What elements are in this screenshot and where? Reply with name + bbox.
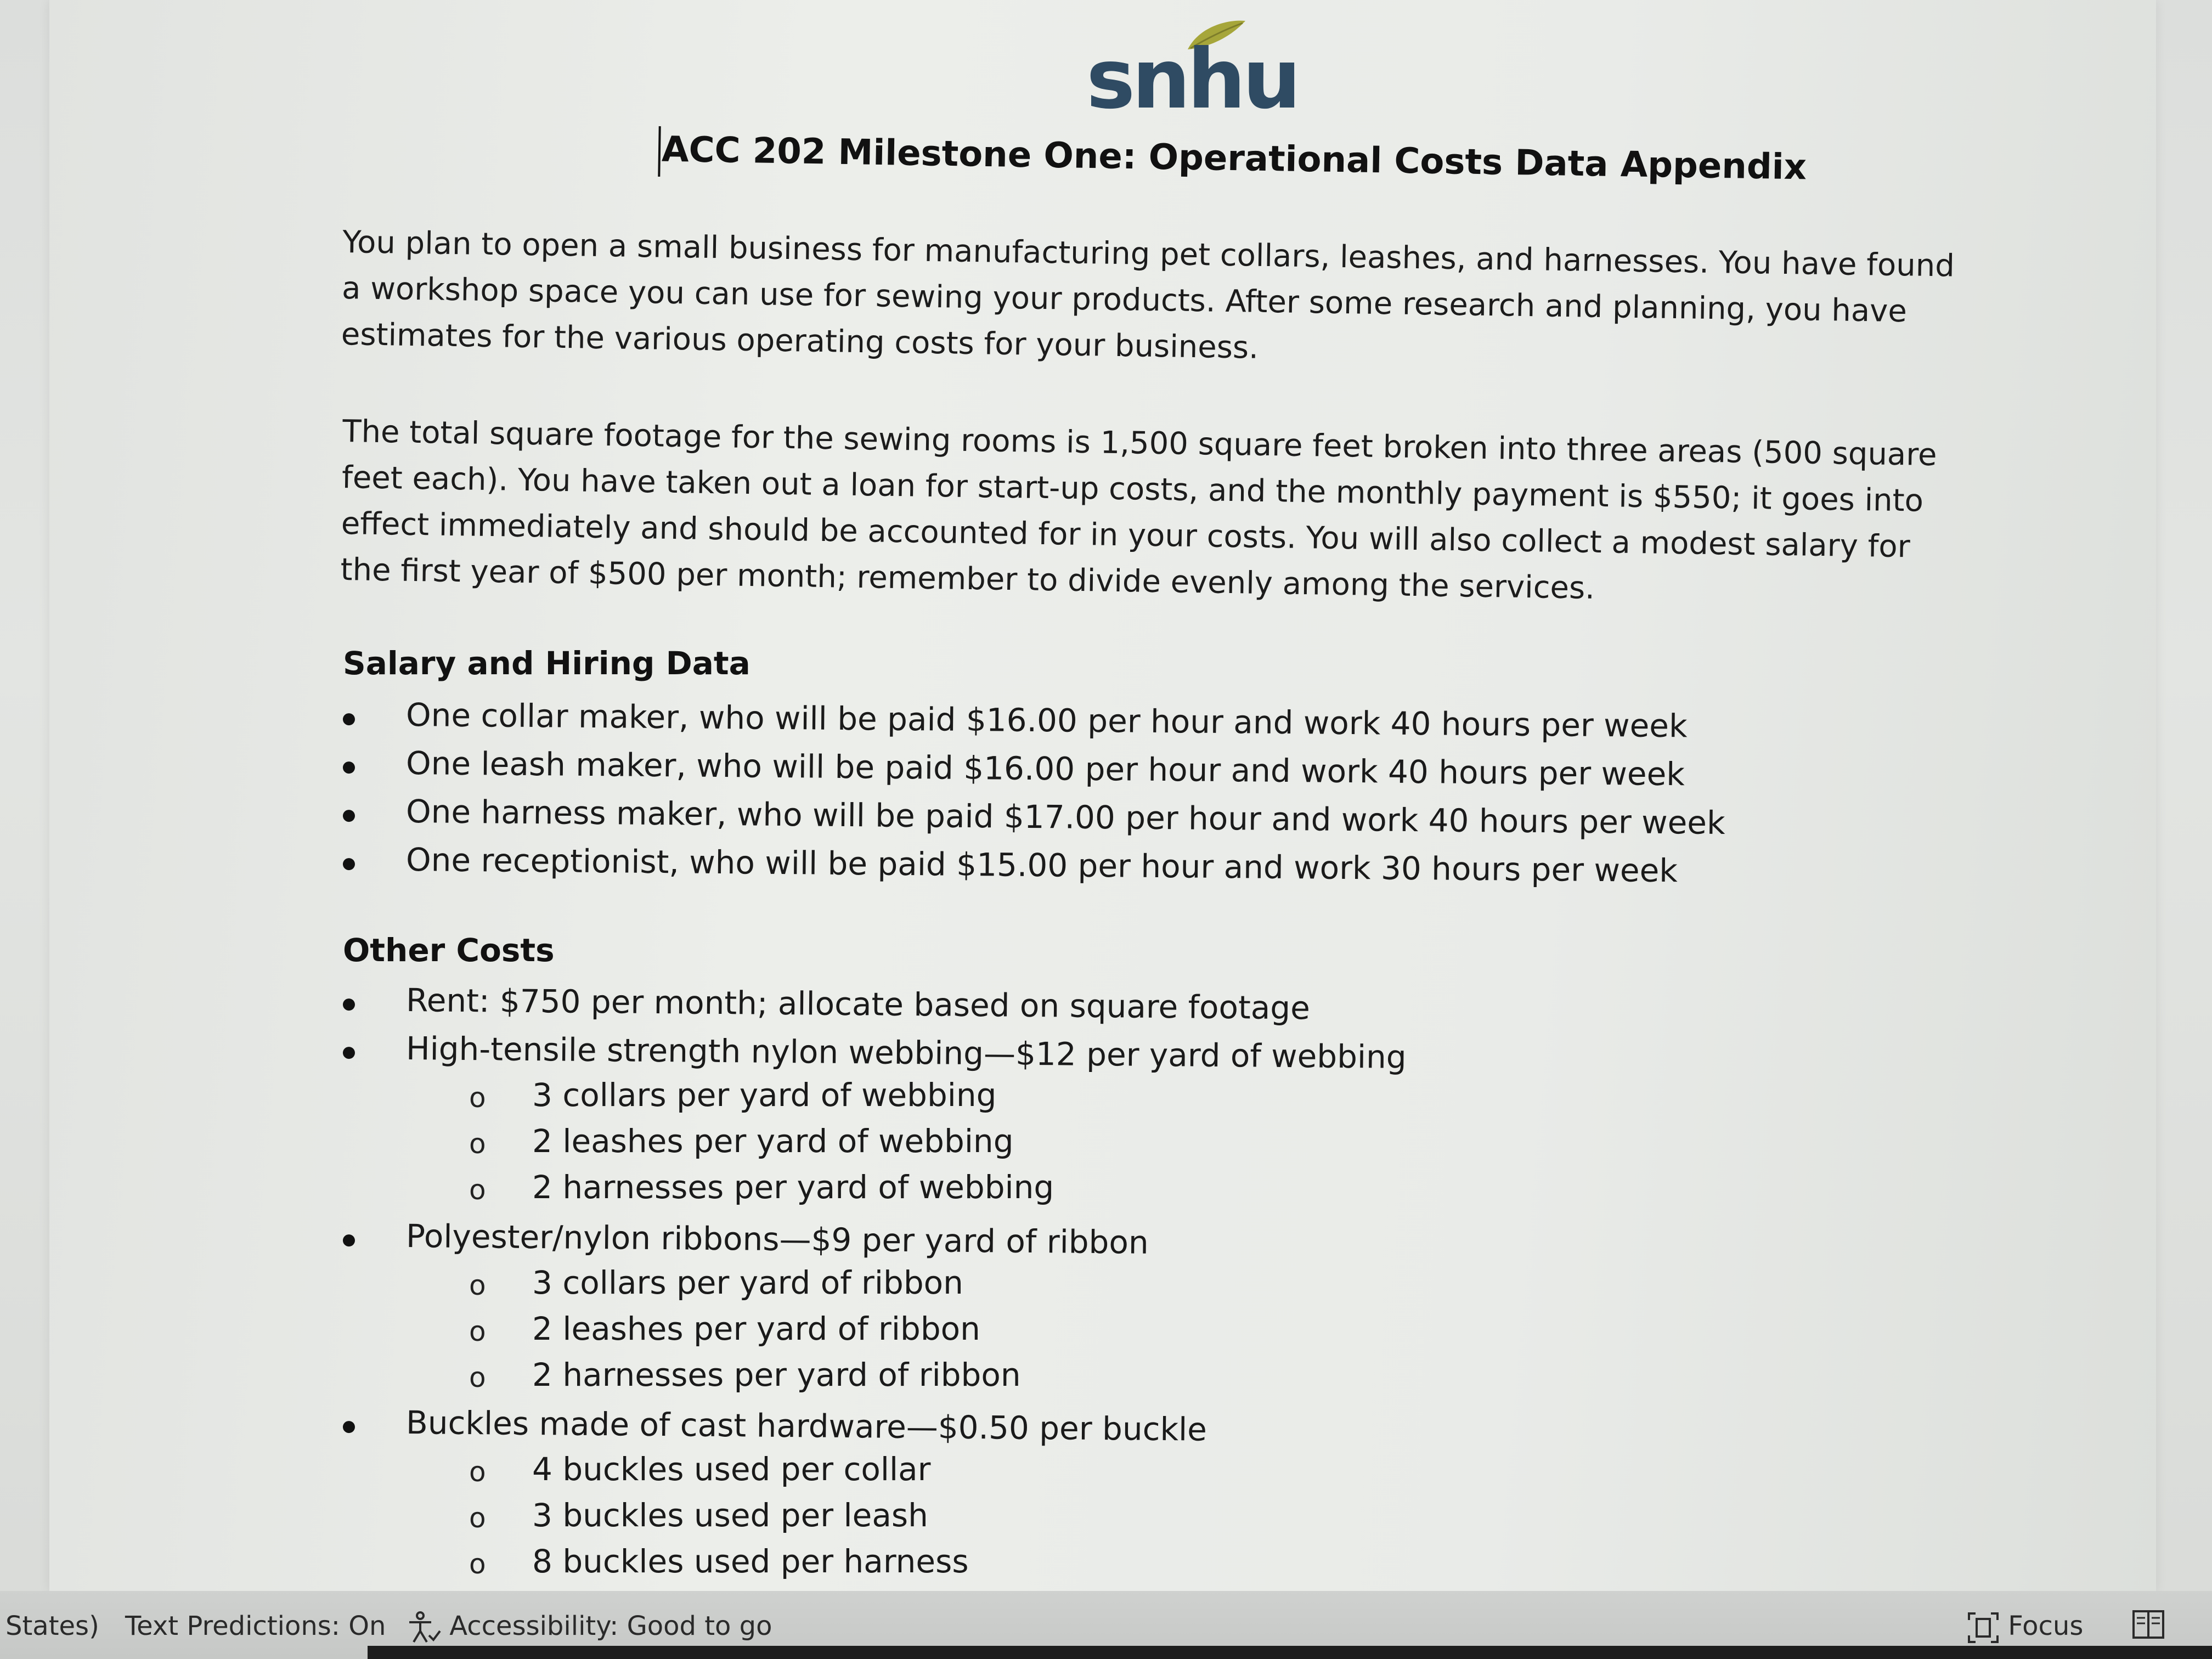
bullet-icon bbox=[343, 998, 355, 1011]
intro-paragraph bbox=[341, 219, 1988, 382]
accessibility-label: Accessibility: Good to go bbox=[449, 1611, 772, 1641]
bullet-icon bbox=[343, 1234, 355, 1246]
sub-bullet-icon: o bbox=[469, 1316, 486, 1347]
text-predictions-status[interactable]: Text Predictions: On bbox=[125, 1611, 386, 1641]
sub-bullet-icon: o bbox=[469, 1128, 486, 1160]
salary-heading: Salary and Hiring Data bbox=[343, 645, 751, 682]
language-status[interactable]: States) bbox=[5, 1611, 99, 1641]
focus-label: Focus bbox=[2008, 1611, 2084, 1641]
bullet-icon bbox=[343, 1047, 355, 1059]
footage-line: effect immediately and should be accounted for in your costs. You will also collect a modest salary for bbox=[341, 505, 1911, 565]
logo-text: snhu bbox=[1086, 32, 1298, 127]
text-cursor bbox=[658, 126, 661, 177]
intro-line: a workshop space you can use for sewing your products. After some research and planning, you have bbox=[341, 270, 1908, 330]
sub-bullet-icon: o bbox=[469, 1082, 486, 1114]
bullet-icon bbox=[343, 858, 355, 870]
sub-bullet-icon: o bbox=[469, 1269, 486, 1301]
sub-bullet-icon: o bbox=[469, 1362, 486, 1393]
footage-line: feet each). You have taken out a loan for start-up costs, and the monthly payment is $550; it goes into bbox=[341, 459, 1924, 519]
focus-icon bbox=[1967, 1611, 2000, 1644]
title-text: ACC 202 Milestone One: Operational Costs Data Appendix bbox=[661, 129, 1807, 188]
focus-button[interactable] bbox=[1967, 1611, 2083, 1644]
accessibility-icon bbox=[406, 1611, 441, 1644]
intro-line: You plan to open a small business for manufacturing pet collars, leashes, and harnesses. You have found bbox=[342, 224, 1955, 284]
bullet-icon bbox=[343, 810, 355, 822]
sub-bullet-icon: o bbox=[469, 1456, 486, 1488]
intro-line: estimates for the various operating costs for your business. bbox=[341, 316, 1259, 366]
footage-line: the first year of $500 per month; remember to divide evenly among the services. bbox=[340, 551, 1595, 606]
footage-paragraph bbox=[340, 409, 1989, 617]
bullet-icon bbox=[343, 713, 355, 725]
read-mode-button[interactable] bbox=[2131, 1607, 2165, 1641]
book-icon bbox=[2131, 1608, 2165, 1641]
sub-bullet-icon: o bbox=[469, 1174, 486, 1206]
accessibility-status[interactable] bbox=[406, 1611, 772, 1644]
bullet-icon bbox=[343, 1421, 355, 1433]
footage-line: The total square footage for the sewing rooms is 1,500 square feet broken into three areas (500 square bbox=[342, 413, 1937, 473]
taskbar-edge bbox=[368, 1646, 2212, 1659]
other-costs-heading: Other Costs bbox=[343, 932, 555, 969]
document-page[interactable]: snhu ACC 202 Milestone One: Operational Costs Data Appendix You plan to open a small business for manufacturing pet collars, leashes, and harnesses. You have found a workshop space you can use for sewing your products. After some research and planning, you have estimates for the various operating costs for your business. The total square footage for the sewing rooms is 1,500 square feet broken into three areas (500 square feet each). You have taken out a loan for start-up costs, and the monthly payment is $550; it goes into effect immediately and should be accounted for in your costs. You will also collect a modest salary for the first year of $500 per month; remember to divide evenly among the services. Salary and Hiring Data One collar maker, who will be paid $16.00 per hour and work 40 hours per week One leash maker, who will be paid $16.00 per hour and work 40 hours per week One harness maker, who will be paid $17.00 per hour and work 40 hours per week One receptionist, who will be paid $15.00 per hour and work 30 hours per week Other Costs Rent: $750 per month; allocate based on square footage High-tensile strength nylon webbing—$12 per yard of webbing o 3 collars per yard of webbing o 2 leashes per yard of webbing o 2 harnesses per yard of webbing Polyester/nylon ribbons—$9 per yard of ribbon o 3 collars per yard of ribbon o 2 leashes per yard of ribbon o 2 harnesses per yard of ribbon Buckles made of cast hardware—$0.50 per buckle o 4 buckles used per collar o 3 buckles used per leash o 8 buckles used per harness bbox=[49, 0, 2156, 1591]
sub-bullet-icon: o bbox=[469, 1502, 486, 1534]
sub-bullet-icon: o bbox=[469, 1548, 486, 1580]
bullet-icon bbox=[343, 761, 355, 774]
snhu-logo bbox=[1086, 27, 1298, 127]
document-title bbox=[658, 126, 1807, 195]
